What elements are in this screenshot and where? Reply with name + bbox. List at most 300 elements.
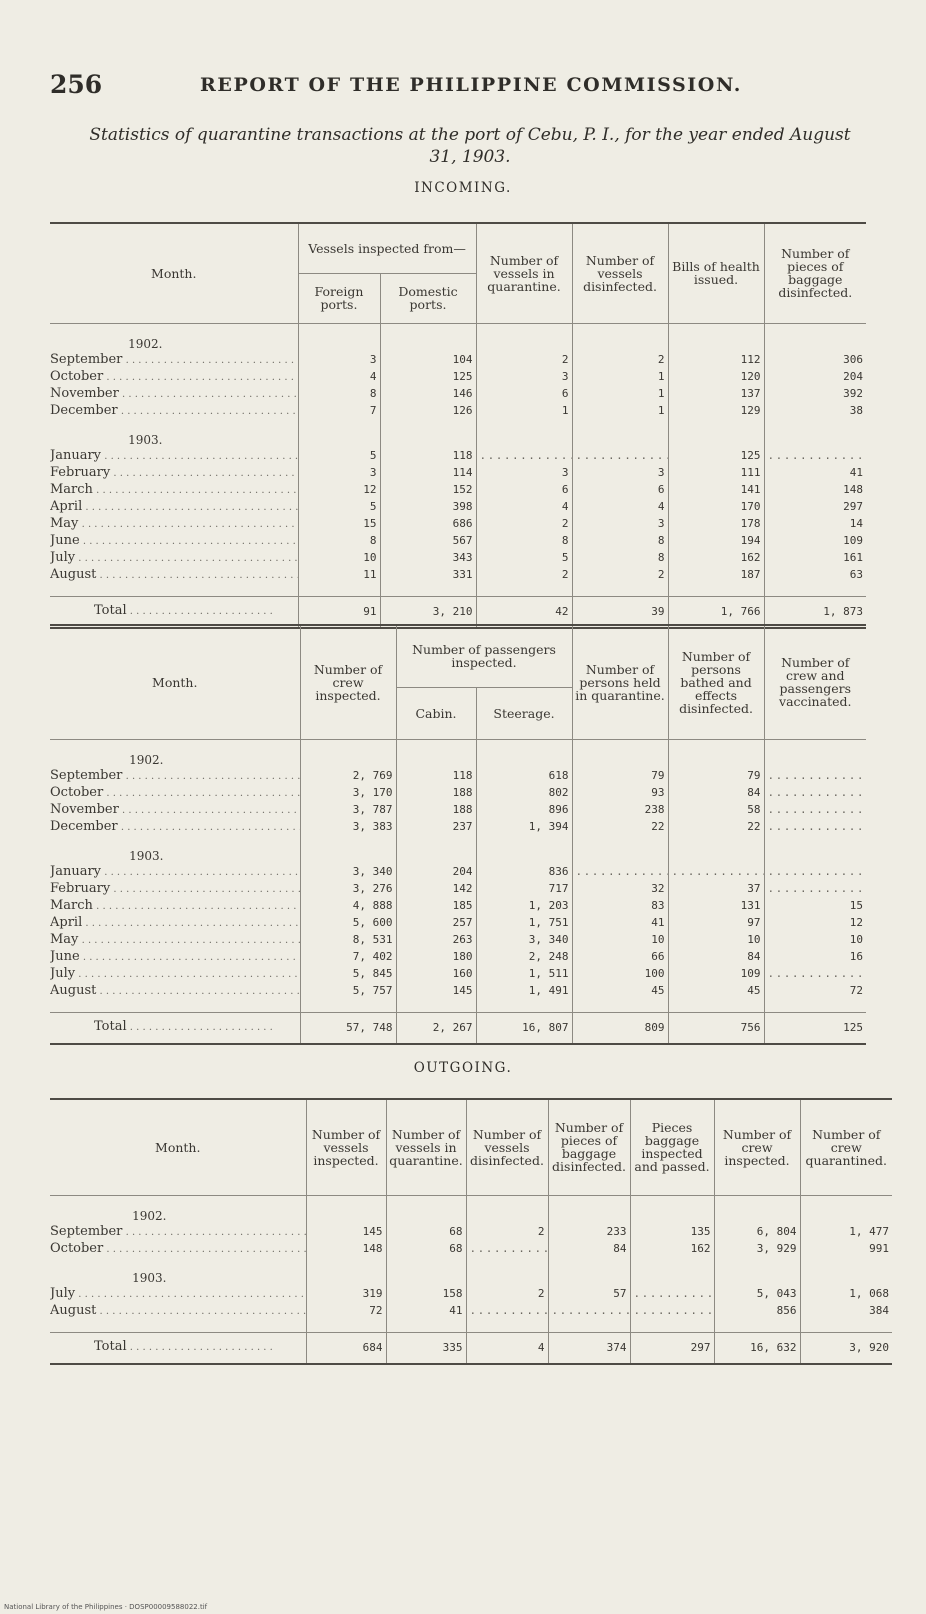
value-cell: 331 bbox=[380, 567, 476, 584]
value-cell: 100 bbox=[572, 966, 668, 983]
value-cell: 194 bbox=[668, 533, 764, 550]
value-cell: 1, 511 bbox=[476, 966, 572, 983]
table-row bbox=[50, 448, 866, 465]
value-cell: 79 bbox=[572, 768, 668, 785]
value-cell: 1 bbox=[572, 403, 668, 420]
spacer-cell bbox=[476, 420, 572, 432]
value-cell: 5 bbox=[298, 448, 380, 465]
month-cell: June . . . bbox=[50, 949, 300, 966]
spacer-cell bbox=[50, 1195, 306, 1208]
spacer-cell bbox=[386, 1258, 466, 1270]
spacer-cell bbox=[572, 584, 668, 597]
empty-cell bbox=[386, 1208, 466, 1224]
empty-cell bbox=[800, 1208, 892, 1224]
value-cell: 118 bbox=[396, 768, 476, 785]
spacer-cell bbox=[466, 1258, 548, 1270]
value-cell: 1 bbox=[476, 403, 572, 420]
empty-cell bbox=[396, 848, 476, 864]
value-cell: 109 bbox=[764, 533, 866, 550]
value-cell: 4 bbox=[298, 369, 380, 386]
blank-leader-cell bbox=[630, 1303, 714, 1320]
spacer-cell bbox=[668, 323, 764, 336]
value-cell: 297 bbox=[764, 499, 866, 516]
vessels-quarantine-header: Number of vessels in quarantine. bbox=[476, 223, 572, 323]
value-cell: 686 bbox=[380, 516, 476, 533]
vessels-disinfected-header: Number of vessels disinfected. bbox=[466, 1099, 548, 1195]
value-cell: 237 bbox=[396, 819, 476, 836]
value-cell: 6 bbox=[572, 482, 668, 499]
spacer-cell bbox=[298, 323, 380, 336]
value-cell: 3 bbox=[476, 465, 572, 482]
month-cell: June . . . bbox=[50, 533, 298, 550]
table-row bbox=[50, 802, 866, 819]
total-value-cell: 2, 267 bbox=[396, 1012, 476, 1044]
month-cell: November . . . bbox=[50, 802, 300, 819]
outgoing-table bbox=[50, 1098, 892, 1365]
value-cell: 8 bbox=[298, 386, 380, 403]
value-cell: 3 bbox=[476, 369, 572, 386]
total-label: Total . . . bbox=[50, 596, 298, 628]
spacer-cell bbox=[630, 1258, 714, 1270]
blank-leader-cell bbox=[572, 448, 668, 465]
total-row bbox=[50, 1012, 866, 1044]
spacer-row bbox=[50, 836, 866, 848]
spacer-cell bbox=[630, 1320, 714, 1333]
value-cell: 8 bbox=[298, 533, 380, 550]
value-cell: 188 bbox=[396, 785, 476, 802]
value-cell: 1, 477 bbox=[800, 1224, 892, 1241]
value-cell: 3 bbox=[572, 516, 668, 533]
empty-cell bbox=[714, 1270, 800, 1286]
total-value-cell: 16, 632 bbox=[714, 1332, 800, 1364]
blank-leader-cell bbox=[630, 1286, 714, 1303]
value-cell: 84 bbox=[668, 785, 764, 802]
value-cell: 109 bbox=[668, 966, 764, 983]
value-cell: 2 bbox=[476, 352, 572, 369]
spacer-cell bbox=[572, 323, 668, 336]
year-label: 1902. bbox=[132, 1208, 167, 1223]
value-cell: 2 bbox=[476, 516, 572, 533]
spacer-cell bbox=[476, 836, 572, 848]
value-cell: 4 bbox=[476, 499, 572, 516]
spacer-cell bbox=[50, 420, 298, 432]
value-cell: 567 bbox=[380, 533, 476, 550]
year-row bbox=[50, 336, 866, 352]
spacer-cell bbox=[800, 1195, 892, 1208]
total-value-cell: 39 bbox=[572, 596, 668, 628]
value-cell: 6 bbox=[476, 482, 572, 499]
value-cell: 45 bbox=[572, 983, 668, 1000]
value-cell: 185 bbox=[396, 898, 476, 915]
spacer-cell bbox=[764, 1000, 866, 1013]
value-cell: 37 bbox=[668, 881, 764, 898]
blank-leader-cell bbox=[764, 768, 866, 785]
value-cell: 142 bbox=[396, 881, 476, 898]
vessels-inspected-header: Number of vessels inspected. bbox=[306, 1099, 386, 1195]
spacer-cell bbox=[548, 1195, 630, 1208]
value-cell: 158 bbox=[386, 1286, 466, 1303]
empty-cell bbox=[668, 848, 764, 864]
blank-leader-cell bbox=[764, 785, 866, 802]
spacer-cell bbox=[714, 1258, 800, 1270]
spacer-cell bbox=[714, 1320, 800, 1333]
value-cell: 1 bbox=[572, 386, 668, 403]
value-cell: 3, 929 bbox=[714, 1241, 800, 1258]
spacer-cell bbox=[476, 1000, 572, 1013]
value-cell: 1, 394 bbox=[476, 819, 572, 836]
month-cell: January . . . bbox=[50, 448, 298, 465]
spacer-cell bbox=[630, 1195, 714, 1208]
value-cell: 2 bbox=[572, 567, 668, 584]
table-row bbox=[50, 932, 866, 949]
empty-cell bbox=[764, 848, 866, 864]
empty-cell bbox=[476, 848, 572, 864]
spacer-cell bbox=[380, 323, 476, 336]
empty-cell bbox=[380, 432, 476, 448]
value-cell: 3 bbox=[298, 352, 380, 369]
table-row bbox=[50, 898, 866, 915]
value-cell: 3, 340 bbox=[476, 932, 572, 949]
value-cell: 137 bbox=[668, 386, 764, 403]
blank-leader-cell bbox=[764, 802, 866, 819]
value-cell: 170 bbox=[668, 499, 764, 516]
blank-leader-cell bbox=[548, 1303, 630, 1320]
value-cell: 10 bbox=[572, 932, 668, 949]
value-cell: 135 bbox=[630, 1224, 714, 1241]
month-cell: May . . . bbox=[50, 516, 298, 533]
blank-leader-cell bbox=[572, 864, 668, 881]
month-cell: July . . . bbox=[50, 1286, 306, 1303]
spacer-cell bbox=[306, 1258, 386, 1270]
blank-leader-cell bbox=[476, 448, 572, 465]
table-row bbox=[50, 403, 866, 420]
spacer-cell bbox=[476, 739, 572, 752]
blank-leader-cell bbox=[764, 966, 866, 983]
value-cell: 5, 043 bbox=[714, 1286, 800, 1303]
spacer-row bbox=[50, 1320, 892, 1333]
value-cell: 57 bbox=[548, 1286, 630, 1303]
empty-cell bbox=[548, 1208, 630, 1224]
blank-leader-cell bbox=[668, 864, 764, 881]
value-cell: 1, 491 bbox=[476, 983, 572, 1000]
value-cell: 2, 769 bbox=[300, 768, 396, 785]
spacer-row bbox=[50, 1258, 892, 1270]
year-row bbox=[50, 1208, 892, 1224]
empty-cell bbox=[800, 1270, 892, 1286]
spacer-cell bbox=[50, 739, 300, 752]
value-cell: 12 bbox=[764, 915, 866, 932]
value-cell: 14 bbox=[764, 516, 866, 533]
spacer-cell bbox=[572, 1000, 668, 1013]
section-incoming: INCOMING. bbox=[414, 180, 512, 196]
table-row bbox=[50, 386, 866, 403]
month-cell: August . . . bbox=[50, 983, 300, 1000]
value-cell: 7 bbox=[298, 403, 380, 420]
value-cell: 162 bbox=[630, 1241, 714, 1258]
value-cell: 120 bbox=[668, 369, 764, 386]
value-cell: 118 bbox=[380, 448, 476, 465]
month-cell: March . . . bbox=[50, 898, 300, 915]
value-cell: 2, 248 bbox=[476, 949, 572, 966]
month-cell: December . . . bbox=[50, 819, 300, 836]
value-cell: 3, 340 bbox=[300, 864, 396, 881]
table-row bbox=[50, 785, 866, 802]
month-cell: August . . . bbox=[50, 567, 298, 584]
year-row bbox=[50, 1270, 892, 1286]
vessels-from-header: Vessels inspected from— bbox=[298, 223, 476, 273]
table-row bbox=[50, 768, 866, 785]
value-cell: 991 bbox=[800, 1241, 892, 1258]
table-caption bbox=[50, 124, 890, 168]
total-value-cell: 684 bbox=[306, 1332, 386, 1364]
year-row bbox=[50, 848, 866, 864]
total-value-cell: 125 bbox=[764, 1012, 866, 1044]
incoming-vessels-table bbox=[50, 222, 866, 629]
total-value-cell: 335 bbox=[386, 1332, 466, 1364]
year-label: 1902. bbox=[128, 336, 163, 351]
year-label: 1903. bbox=[129, 848, 164, 863]
empty-cell bbox=[380, 336, 476, 352]
value-cell: 16 bbox=[764, 949, 866, 966]
value-cell: 306 bbox=[764, 352, 866, 369]
crew-inspected-header: Number of crew inspected. bbox=[714, 1099, 800, 1195]
empty-cell bbox=[396, 752, 476, 768]
total-value-cell: 1, 766 bbox=[668, 596, 764, 628]
value-cell: 93 bbox=[572, 785, 668, 802]
empty-cell bbox=[386, 1270, 466, 1286]
table-row bbox=[50, 499, 866, 516]
month-cell: December . . . bbox=[50, 403, 298, 420]
month-cell: July . . . bbox=[50, 966, 300, 983]
month-cell: April . . . bbox=[50, 499, 298, 516]
year-label: 1903. bbox=[132, 1270, 167, 1285]
value-cell: 15 bbox=[298, 516, 380, 533]
value-cell: 187 bbox=[668, 567, 764, 584]
table-row bbox=[50, 482, 866, 499]
value-cell: 392 bbox=[764, 386, 866, 403]
baggage-disinfected-header: Number of pieces of baggage disinfected. bbox=[548, 1099, 630, 1195]
spacer-cell bbox=[380, 584, 476, 597]
blank-leader-cell bbox=[466, 1303, 548, 1320]
spacer-cell bbox=[300, 739, 396, 752]
month-cell: September . . . bbox=[50, 352, 298, 369]
spacer-cell bbox=[764, 836, 866, 848]
table-row bbox=[50, 533, 866, 550]
value-cell: 1, 203 bbox=[476, 898, 572, 915]
spacer-cell bbox=[714, 1195, 800, 1208]
spacer-cell bbox=[50, 584, 298, 597]
spacer-cell bbox=[800, 1258, 892, 1270]
spacer-cell bbox=[764, 584, 866, 597]
value-cell: 10 bbox=[668, 932, 764, 949]
empty-cell bbox=[476, 336, 572, 352]
passengers-inspected-header: Number of passengers inspected. bbox=[396, 625, 572, 687]
table-row bbox=[50, 352, 866, 369]
domestic-ports-header: Domestic ports. bbox=[380, 273, 476, 323]
value-cell: 3 bbox=[572, 465, 668, 482]
table-row bbox=[50, 1286, 892, 1303]
foreign-ports-header: Foreign ports. bbox=[298, 273, 380, 323]
spacer-cell bbox=[306, 1195, 386, 1208]
spacer-cell bbox=[764, 420, 866, 432]
total-value-cell: 374 bbox=[548, 1332, 630, 1364]
running-head: REPORT OF THE PHILIPPINE COMMISSION. bbox=[200, 74, 742, 96]
table-row bbox=[50, 983, 866, 1000]
spacer-cell bbox=[50, 1000, 300, 1013]
spacer-cell bbox=[668, 739, 764, 752]
value-cell: 384 bbox=[800, 1303, 892, 1320]
table-row bbox=[50, 567, 866, 584]
value-cell: 72 bbox=[306, 1303, 386, 1320]
empty-cell bbox=[300, 752, 396, 768]
caption-line-1: Statistics of quarantine transactions at the port of Cebu, P. I., for the year ended August bbox=[89, 125, 851, 145]
empty-cell bbox=[764, 336, 866, 352]
value-cell: 129 bbox=[668, 403, 764, 420]
value-cell: 10 bbox=[298, 550, 380, 567]
spacer-row bbox=[50, 739, 866, 752]
month-cell: March . . . bbox=[50, 482, 298, 499]
persons-held-header: Number of persons held in quarantine. bbox=[572, 625, 668, 739]
page-number: 256 bbox=[50, 70, 103, 99]
value-cell: 3, 383 bbox=[300, 819, 396, 836]
total-value-cell: 16, 807 bbox=[476, 1012, 572, 1044]
total-row bbox=[50, 596, 866, 628]
spacer-cell bbox=[800, 1320, 892, 1333]
value-cell: 38 bbox=[764, 403, 866, 420]
empty-cell bbox=[668, 336, 764, 352]
month-cell: November . . . bbox=[50, 386, 298, 403]
spacer-cell bbox=[668, 1000, 764, 1013]
spacer-cell bbox=[548, 1258, 630, 1270]
spacer-cell bbox=[466, 1195, 548, 1208]
value-cell: 152 bbox=[380, 482, 476, 499]
value-cell: 319 bbox=[306, 1286, 386, 1303]
empty-cell bbox=[668, 432, 764, 448]
table-row bbox=[50, 516, 866, 533]
spacer-cell bbox=[476, 323, 572, 336]
value-cell: 41 bbox=[572, 915, 668, 932]
value-cell: 145 bbox=[396, 983, 476, 1000]
value-cell: 896 bbox=[476, 802, 572, 819]
value-cell: 162 bbox=[668, 550, 764, 567]
empty-cell bbox=[466, 1208, 548, 1224]
spacer-row bbox=[50, 420, 866, 432]
total-value-cell: 57, 748 bbox=[300, 1012, 396, 1044]
value-cell: 111 bbox=[668, 465, 764, 482]
baggage-disinfected-header: Number of pieces of baggage disinfected. bbox=[764, 223, 866, 323]
section-outgoing: OUTGOING. bbox=[413, 1060, 513, 1076]
spacer-cell bbox=[50, 836, 300, 848]
value-cell: 148 bbox=[306, 1241, 386, 1258]
value-cell: 2 bbox=[466, 1286, 548, 1303]
value-cell: 6, 804 bbox=[714, 1224, 800, 1241]
value-cell: 3, 170 bbox=[300, 785, 396, 802]
vessels-disinfected-header: Number of vessels disinfected. bbox=[572, 223, 668, 323]
total-value-cell: 42 bbox=[476, 596, 572, 628]
value-cell: 178 bbox=[668, 516, 764, 533]
value-cell: 5 bbox=[298, 499, 380, 516]
cabin-header: Cabin. bbox=[396, 687, 476, 739]
empty-cell bbox=[466, 1270, 548, 1286]
value-cell: 146 bbox=[380, 386, 476, 403]
total-label: Total . . . bbox=[50, 1012, 300, 1044]
value-cell: 32 bbox=[572, 881, 668, 898]
value-cell: 15 bbox=[764, 898, 866, 915]
vessels-quarantine-header: Number of vessels in quarantine. bbox=[386, 1099, 466, 1195]
total-value-cell: 809 bbox=[572, 1012, 668, 1044]
spacer-cell bbox=[668, 420, 764, 432]
spacer-cell bbox=[764, 739, 866, 752]
value-cell: 104 bbox=[380, 352, 476, 369]
value-cell: 180 bbox=[396, 949, 476, 966]
empty-cell bbox=[572, 336, 668, 352]
spacer-cell bbox=[548, 1320, 630, 1333]
blank-leader-cell bbox=[764, 448, 866, 465]
table-row bbox=[50, 949, 866, 966]
spacer-cell bbox=[396, 836, 476, 848]
value-cell: 2 bbox=[466, 1224, 548, 1241]
blank-leader-cell bbox=[764, 881, 866, 898]
bills-of-health-header: Bills of health issued. bbox=[668, 223, 764, 323]
value-cell: 97 bbox=[668, 915, 764, 932]
value-cell: 8, 531 bbox=[300, 932, 396, 949]
value-cell: 63 bbox=[764, 567, 866, 584]
empty-cell bbox=[764, 432, 866, 448]
month-header: Month. bbox=[50, 223, 298, 323]
empty-cell bbox=[306, 1270, 386, 1286]
value-cell: 836 bbox=[476, 864, 572, 881]
month-cell: April . . . bbox=[50, 915, 300, 932]
table-row bbox=[50, 966, 866, 983]
value-cell: 4, 888 bbox=[300, 898, 396, 915]
value-cell: 1, 751 bbox=[476, 915, 572, 932]
year-row bbox=[50, 432, 866, 448]
crew-quarantined-header: Number of crew quarantined. bbox=[800, 1099, 892, 1195]
table-row bbox=[50, 819, 866, 836]
empty-cell bbox=[630, 1270, 714, 1286]
value-cell: 238 bbox=[572, 802, 668, 819]
table-row bbox=[50, 864, 866, 881]
table-row bbox=[50, 1224, 892, 1241]
value-cell: 257 bbox=[396, 915, 476, 932]
spacer-cell bbox=[396, 739, 476, 752]
value-cell: 84 bbox=[668, 949, 764, 966]
year-label: 1902. bbox=[129, 752, 164, 767]
table-row bbox=[50, 465, 866, 482]
month-cell: October . . . bbox=[50, 785, 300, 802]
value-cell: 8 bbox=[476, 533, 572, 550]
empty-cell bbox=[668, 752, 764, 768]
value-cell: 1, 068 bbox=[800, 1286, 892, 1303]
value-cell: 4 bbox=[572, 499, 668, 516]
empty-cell bbox=[298, 432, 380, 448]
spacer-cell bbox=[668, 584, 764, 597]
total-value-cell: 756 bbox=[668, 1012, 764, 1044]
table-row bbox=[50, 1241, 892, 1258]
spacer-cell bbox=[572, 739, 668, 752]
empty-cell bbox=[714, 1208, 800, 1224]
value-cell: 188 bbox=[396, 802, 476, 819]
month-cell: October . . . bbox=[50, 1241, 306, 1258]
incoming-persons-table bbox=[50, 624, 866, 1045]
value-cell: 83 bbox=[572, 898, 668, 915]
spacer-cell bbox=[764, 323, 866, 336]
value-cell: 66 bbox=[572, 949, 668, 966]
value-cell: 84 bbox=[548, 1241, 630, 1258]
table-row bbox=[50, 369, 866, 386]
value-cell: 3, 787 bbox=[300, 802, 396, 819]
spacer-row bbox=[50, 1195, 892, 1208]
